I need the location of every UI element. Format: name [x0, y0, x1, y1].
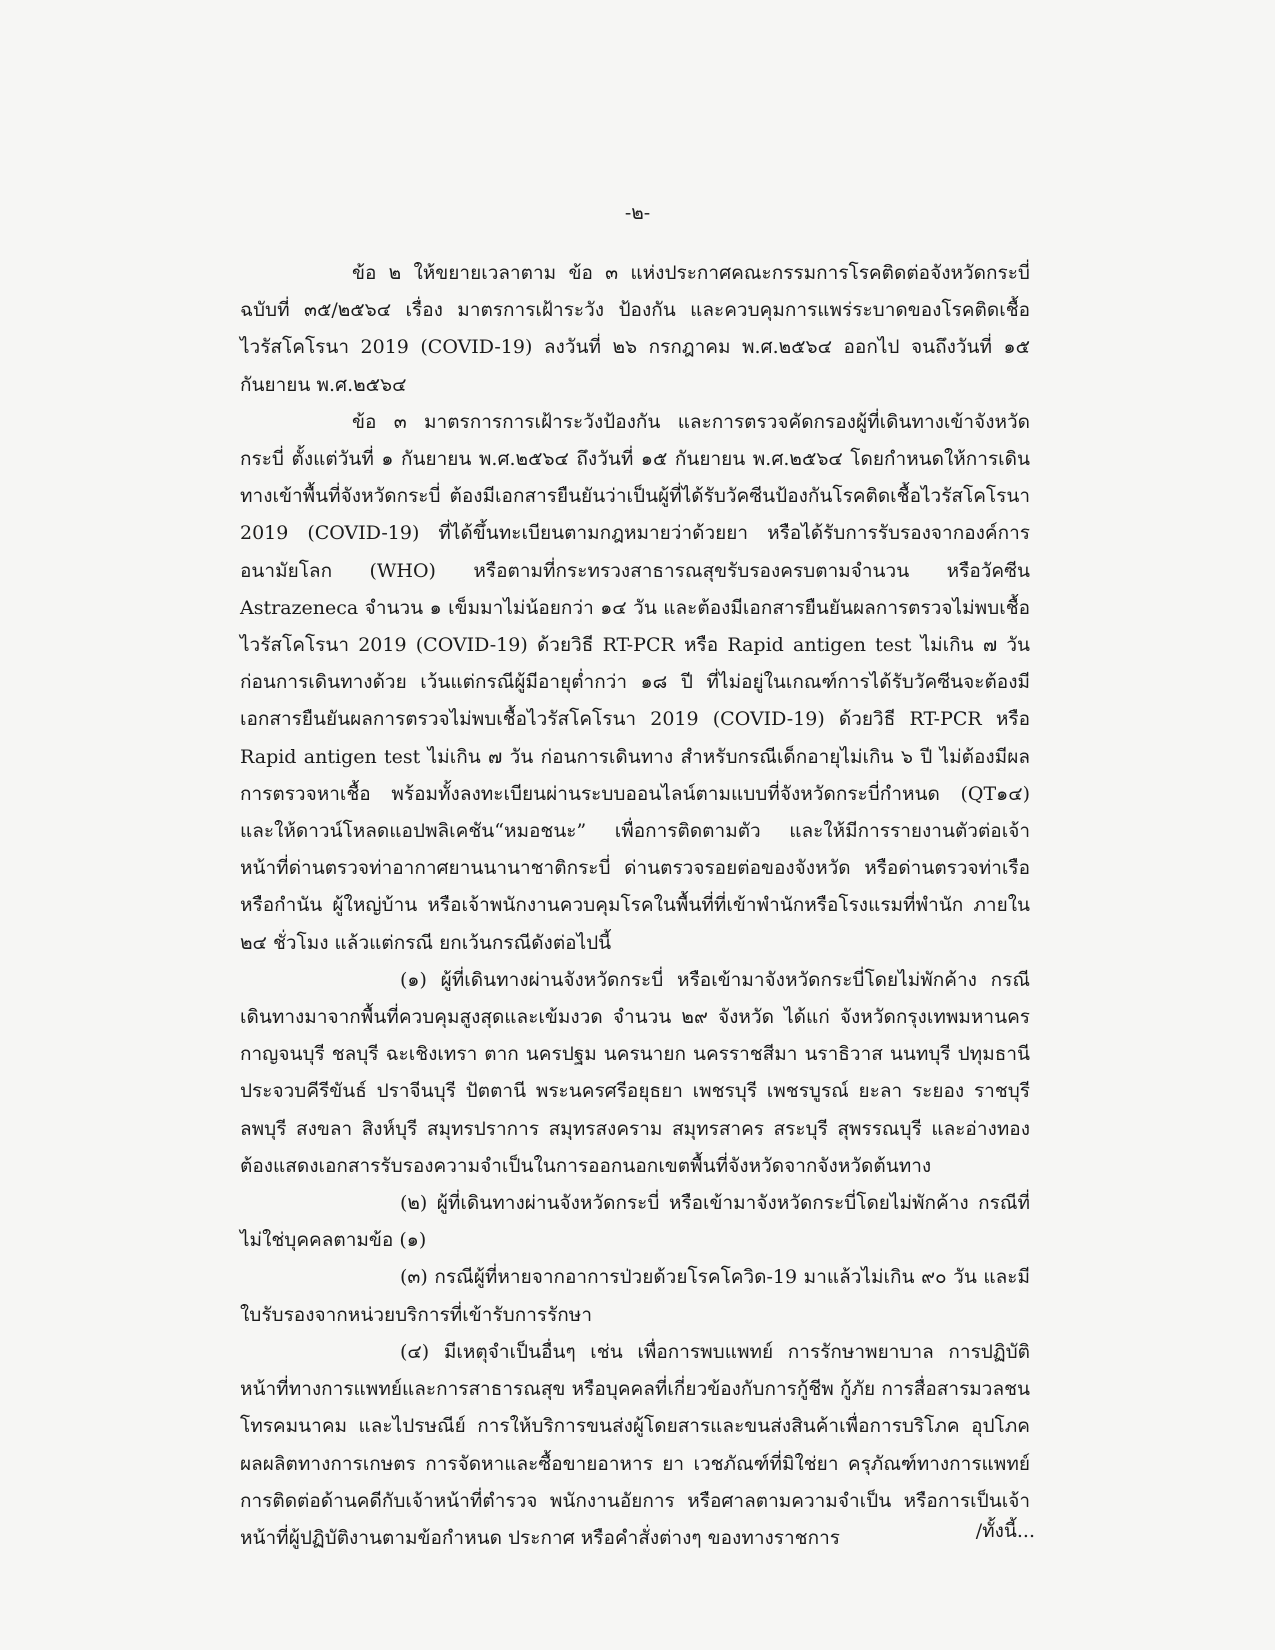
paragraph-clause-2: ข้อ ๒ ให้ขยายเวลาตาม ข้อ ๓ แห่งประกาศคณะกรรมการโรคติดต่อจังหวัดกระบี่ ฉบับที่ ๓๕/๒๕๖๔ เรื่อง มาตรการเฝ้าระวัง ป้องกัน และควบคุมการแพร่ระบาดของโรคติดเชื้อไวรัสโคโรนา 2019 (COVID-19) ลงวันที่ ๒๖ กรกฎาคม พ.ศ.๒๕๖๔ ออกไป จนถึงวันที่ ๑๕ กันยายน พ.ศ.๒๕๖๔ [240, 262, 1030, 396]
paragraph-clause-3: ข้อ ๓ มาตรการการเฝ้าระวังป้องกัน และการตรวจคัดกรองผู้ที่เดินทางเข้าจังหวัดกระบี่ ตั้งแต่วันที่ ๑ กันยายน พ.ศ.๒๕๖๔ ถึงวันที่ ๑๕ กันยายน พ.ศ.๒๕๖๔ โดยกำหนดให้การเดินทางเข้าพื้นที่จังหวัดกระบี่ ต้องมีเอกสารยืนยันว่าเป็นผู้ที่ได้รับวัคซีนป้องกันโรคติดเชื้อไวรัสโคโรนา 2019 (COVID-19) ที่ได้ขึ้นทะเบียนตามกฎหมายว่าด้วยยา หรือได้รับการรับรองจากองค์การอนามัยโลก (WHO) หรือตามที่กระทรวงสาธารณสุขรับรองครบตามจำนวน หรือวัคซีน Astrazeneca จำนวน ๑ เข็มมาไม่น้อยกว่า ๑๔ วัน และต้องมีเอกสารยืนยันผลการตรวจไม่พบเชื้อไวรัสโคโรนา 2019 (COVID-19) ด้วยวิธี RT-PCR หรือ Rapid antigen test ไม่เกิน ๗ วัน ก่อนการเดินทางด้วย เว้นแต่กรณีผู้มีอายุต่ำกว่า ๑๘ ปี ที่ไม่อยู่ในเกณฑ์การได้รับวัคซีนจะต้องมีเอกสารยืนยันผลการตรวจไม่พบเชื้อไวรัสโคโรนา 2019 (COVID-19) ด้วยวิธี RT-PCR หรือ Rapid antigen test ไม่เกิน ๗ วัน ก่อนการเดินทาง สำหรับกรณีเด็กอายุไม่เกิน ๖ ปี ไม่ต้องมีผลการตรวจหาเชื้อ พร้อมทั้งลงทะเบียนผ่านระบบออนไลน์ตามแบบที่จังหวัดกระบี่กำหนด (QT๑๔) และให้ดาวน์โหลดแอปพลิเคชัน“หมอชนะ” เพื่อการติดตามตัว และให้มีการรายงานตัวต่อเจ้าหน้าที่ด่านตรวจท่าอากาศยานนานาชาติกระบี่ ด่านตรวจรอยต่อของจังหวัด หรือด่านตรวจท่าเรือ หรือกำนัน ผู้ใหญ่บ้าน หรือเจ้าพนักงานควบคุมโรคในพื้นที่ที่เข้าพำนักหรือโรงแรมที่พำนัก ภายใน ๒๔ ชั่วโมง แล้วแต่กรณี ยกเว้นกรณีดังต่อไปนี้ [240, 410, 1030, 954]
paragraph-item-1: (๑) ผู้ที่เดินทางผ่านจังหวัดกระบี่ หรือเข้ามาจังหวัดกระบี่โดยไม่พักค้าง กรณีเดินทางมาจากพื้นที่ควบคุมสูงสุดและเข้มงวด จำนวน ๒๙ จังหวัด ได้แก่ จังหวัดกรุงเทพมหานคร กาญจนบุรี ชลบุรี ฉะเชิงเทรา ตาก นครปฐม นครนายก นครราชสีมา นราธิวาส นนทบุรี ปทุมธานี ประจวบคีรีขันธ์ ปราจีนบุรี ปัตตานี พระนครศรีอยุธยา เพชรบุรี เพชรบูรณ์ ยะลา ระยอง ราชบุรี ลพบุรี สงขลา สิงห์บุรี สมุทรปราการ สมุทรสงคราม สมุทรสาคร สระบุรี สุพรรณบุรี และอ่างทอง ต้องแสดงเอกสารรับรองความจำเป็นในการออกนอกเขตพื้นที่จังหวัดจากจังหวัดต้นทาง [240, 968, 1030, 1177]
continuation-marker: /ทั้งนี้... [975, 1520, 1035, 1542]
paragraph-item-3: (๓) กรณีผู้ที่หายจากอาการป่วยด้วยโรคโควิด-19 มาแล้วไม่เกิน ๙๐ วัน และมีใบรับรองจากหน่วยบริการที่เข้ารับการรักษา [240, 1266, 1030, 1326]
page-number: -๒- [624, 202, 651, 224]
paragraph-item-4: (๔) มีเหตุจำเป็นอื่นๆ เช่น เพื่อการพบแพทย์ การรักษาพยาบาล การปฏิบัติหน้าที่ทางการแพทย์และการสาธารณสุข หรือบุคคลที่เกี่ยวข้องกับการกู้ชีพ กู้ภัย การสื่อสารมวลชน โทรคมนาคม และไปรษณีย์ การให้บริการขนส่งผู้โดยสารและขนส่งสินค้าเพื่อการบริโภค อุปโภค ผลผลิตทางการเกษตร การจัดหาและซื้อขายอาหาร ยา เวชภัณฑ์ที่มิใช่ยา ครุภัณฑ์ทางการแพทย์ การติดต่อด้านคดีกับเจ้าหน้าที่ตำรวจ พนักงานอัยการ หรือศาลตามความจำเป็น หรือการเป็นเจ้าหน้าที่ผู้ปฏิบัติงานตามข้อกำหนด ประกาศ หรือคำสั่งต่างๆ ของทางราชการ [240, 1340, 1030, 1549]
paragraph-item-2: (๒) ผู้ที่เดินทางผ่านจังหวัดกระบี่ หรือเข้ามาจังหวัดกระบี่โดยไม่พักค้าง กรณีที่ไม่ใช่บุคคลตามข้อ (๑) [240, 1192, 1030, 1252]
document-body [240, 255, 1030, 1557]
